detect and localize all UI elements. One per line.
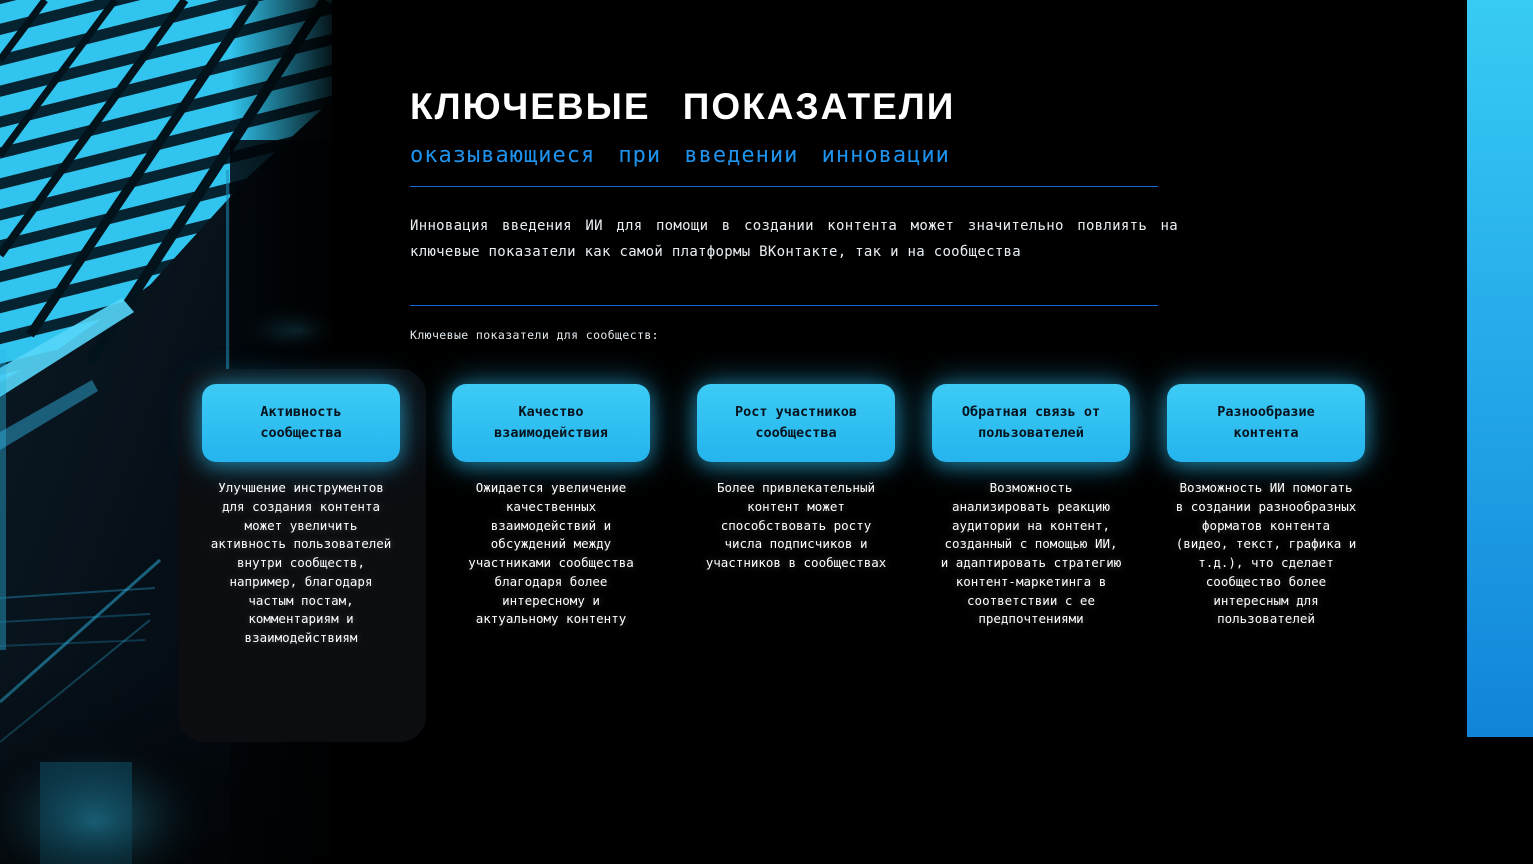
- card-title: Качество взаимодействия: [494, 404, 608, 441]
- divider-top: [410, 186, 1158, 187]
- card-description: Ожидается увеличение качественных взаимодействий и обсуждений между участниками сообщества благодаря более интересному и актуальному контенту: [468, 480, 634, 627]
- card-title: Обратная связь от пользователей: [961, 404, 1101, 441]
- card-description: Возможность ИИ помогать в создании разнообразных форматов контента (видео, текст, графика и т.д.), что сделает сообщество более интересным для пользователей: [1175, 480, 1357, 627]
- card-description: Возможность анализировать реакцию аудитории на контент, созданный с помощью ИИ, и адаптировать стратегию контент-маркетинга в соответствии с ее предпочтениями: [940, 480, 1122, 627]
- card-title: Рост участников сообщества: [735, 404, 857, 441]
- card-title: Разнообразие контента: [1217, 404, 1315, 441]
- card-description: Более привлекательный контент может способствовать росту числа подписчиков и участников в сообществах: [705, 480, 887, 570]
- card-title: Активность сообщества: [260, 404, 342, 441]
- card-header: [1167, 384, 1365, 462]
- card-header: [932, 384, 1130, 462]
- card-description: Улучшение инструментов для создания контента может увеличить активность пользователей внутри сообществ, например, благодаря частым постам, комментариям и взаимодействиям: [210, 480, 392, 645]
- kpi-card-member-growth: [696, 369, 896, 573]
- kpi-card-interaction-quality: [451, 369, 651, 629]
- accent-side-bar: [1467, 0, 1533, 737]
- kpi-card-content-variety: [1166, 369, 1366, 629]
- card-header: [697, 384, 895, 462]
- card-header: [452, 384, 650, 462]
- intro-paragraph: Инновация введения ИИ для помощи в создании контента может значительно повлиять на ключевые показатели как самой платформы ВКонтакте, так и на сообщества: [410, 218, 1178, 260]
- slide-subtitle: оказывающиеся при введении инновации: [410, 143, 950, 168]
- divider-bottom: [410, 305, 1158, 306]
- cards-section-label: Ключевые показатели для сообществ:: [410, 328, 660, 342]
- kpi-card-user-feedback: [931, 369, 1131, 629]
- card-header: [202, 384, 400, 462]
- slide-title: КЛЮЧЕВЫЕ ПОКАЗАТЕЛИ: [410, 86, 956, 127]
- kpi-card-community-activity: [201, 369, 401, 648]
